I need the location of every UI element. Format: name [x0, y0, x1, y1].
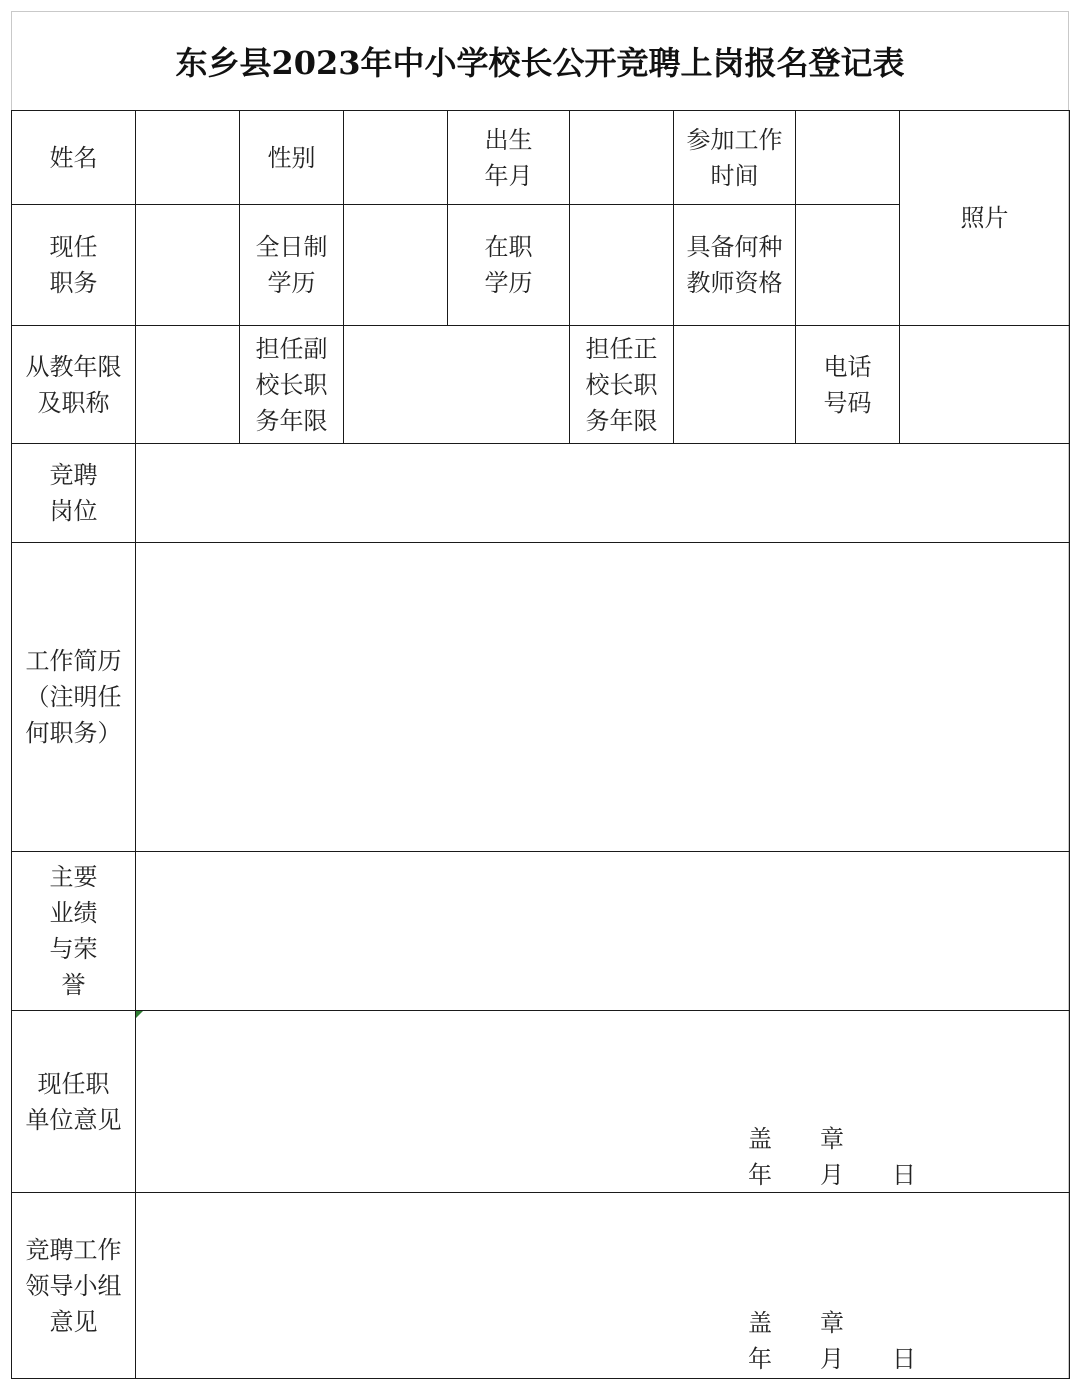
vice-principal-years-label: 担任副 校长职 务年限: [240, 326, 344, 444]
teacher-qualification-cell[interactable]: [796, 205, 900, 326]
year-label: 年: [748, 1345, 772, 1373]
unit-seal-block: [748, 1121, 916, 1193]
vice-principal-years-cell[interactable]: [344, 326, 570, 444]
form-title: 东乡县2023年中小学校长公开竞聘上岗报名登记表: [175, 44, 905, 82]
work-start-label: 参加工作 时间: [674, 111, 796, 205]
table-row: [12, 543, 1070, 852]
position-cell[interactable]: [136, 444, 1070, 543]
gender-label: 性别: [240, 111, 344, 205]
year-label: 年: [748, 1161, 772, 1189]
photo-box[interactable]: 照片: [900, 111, 1070, 326]
leader-opinion-label: 竞聘工作 领导小组 意见: [12, 1193, 136, 1379]
phone-label: 电话 号码: [796, 326, 900, 444]
achievements-cell[interactable]: [136, 852, 1070, 1011]
month-label: 月: [820, 1345, 844, 1373]
registration-table: [11, 110, 1070, 1379]
table-row: [12, 111, 1070, 205]
unit-opinion-label: 现任职 单位意见: [12, 1011, 136, 1193]
cell-marker: [136, 1011, 143, 1018]
table-row: [12, 852, 1070, 1011]
teaching-years-cell[interactable]: [136, 326, 240, 444]
achievements-label: 主要 业绩 与荣 誉: [12, 852, 136, 1011]
seal-char: 盖: [748, 1125, 772, 1153]
inservice-education-cell[interactable]: [570, 205, 674, 326]
day-label: 日: [892, 1161, 916, 1189]
principal-years-label: 担任正 校长职 务年限: [570, 326, 674, 444]
table-row: [12, 1193, 1070, 1379]
seal-char: 盖: [748, 1309, 772, 1337]
position-label: 竞聘 岗位: [12, 444, 136, 543]
table-row: [12, 1011, 1070, 1193]
seal-char: 章: [820, 1125, 844, 1153]
fulltime-education-label: 全日制 学历: [240, 205, 344, 326]
leader-opinion-cell[interactable]: [136, 1193, 1070, 1379]
table-row: [12, 444, 1070, 543]
name-label: 姓名: [12, 111, 136, 205]
resume-cell[interactable]: [136, 543, 1070, 852]
day-label: 日: [892, 1345, 916, 1373]
leader-seal-block: [748, 1305, 916, 1377]
unit-opinion-cell[interactable]: [136, 1011, 1070, 1193]
inservice-education-label: 在职 学历: [448, 205, 570, 326]
seal-char: 章: [820, 1309, 844, 1337]
birth-date-cell[interactable]: [570, 111, 674, 205]
current-post-cell[interactable]: [136, 205, 240, 326]
birth-date-label: 出生 年月: [448, 111, 570, 205]
resume-label: 工作简历 （注明任 何职务）: [12, 543, 136, 852]
teaching-years-label: 从教年限 及职称: [12, 326, 136, 444]
principal-years-cell[interactable]: [674, 326, 796, 444]
fulltime-education-cell[interactable]: [344, 205, 448, 326]
phone-cell[interactable]: [900, 326, 1070, 444]
teacher-qualification-label: 具备何种 教师资格: [674, 205, 796, 326]
work-start-cell[interactable]: [796, 111, 900, 205]
current-post-label: 现任 职务: [12, 205, 136, 326]
gender-cell[interactable]: [344, 111, 448, 205]
table-row: [12, 326, 1070, 444]
name-cell[interactable]: [136, 111, 240, 205]
month-label: 月: [820, 1161, 844, 1189]
